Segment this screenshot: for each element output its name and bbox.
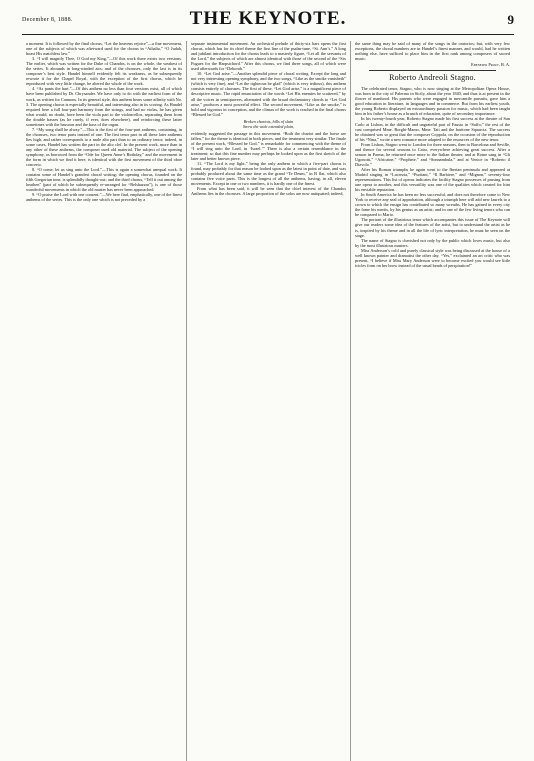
paragraph: In South America he has been no less successful, and does not therefore come to New York to receive any seal of approbation, although a triumph here will add new laurels to a crown to which the ensign has contributed so many wreaths. He has gained in every city the fame his merits, by his genius as an artist; and in one of the few living tenors who can be compared to Mario. <box>355 192 510 218</box>
page-number: 9 <box>507 12 514 27</box>
paragraph: 11. “The Lord is my light,” being the only anthem in which a five-part chorus is found, may probably for that reason be looked upon as the latest in point of date, and was probably produced about the same time as the grand “Te Deum,” in B flat, which also contains five voice parts. This is the longest of all the anthems, having, in all, eleven movements. Except in one or two numbers, it is hardly one of the finest. <box>191 160 346 187</box>
paragraph: 7. “My song shall be alway.”—This is the first of the four-part anthems, containing, in the choruses, two tenor parts instead of one. The first tenor part in all these later anthems lies high, and rather corresponds to a male alto part than to an ordinary tenor; indeed, in some cases, Handel has written the part in the alto clef. In the present work, more than in any other of these anthems, the composer used old material. The subject of the opening symphony, as borrowed from the “Ode for Queen Anne’s Birthday,” and the movement in the form in which we find it here, is identical with the first movement of the third oboe concerto. <box>26 126 182 168</box>
author-signature: Ebenezer Prout, B. A. <box>471 62 510 68</box>
paragraph: separate instrumental movement. An orchestral prelude of thirty-six bars opens the first chorus, which has for its chief theme the first line of the psalm-tune, “St. Ann’s.” A long and jubilant introduction for the chorus leads to a masterly figure, “Let all the servants of the Lord,” the subjects of which are almost identical with those of the second of the “Six Fugues for the Harpsichord.” After this chorus, we find three songs, all of which were used afterwards for “Deborah.” <box>191 41 346 72</box>
paragraph: From what has been said, it will be seen that the chief interest of the Chandos Anthems lies in the choruses. A large proportion of the solos are now antiquated; indeed, <box>191 186 346 197</box>
paragraph: evidently suggested the passage in this movement. “Both the chariot and the horse are fallen,” for the theme is identical in both pieces, and the treatment very similar. The finale of the present work, “Blessed be God,” is remarkable for commencing with the theme of “I will sing unto the Lord, in ‘Israel.’” There is also a certain resemblance in the treatment; so that this fine number may perhaps be looked upon as the first sketch of the later and better known piece. <box>191 130 346 161</box>
issue-date: December 8, 1888. <box>22 17 73 23</box>
paragraph: 10. “Let God arise.”—Another splendid piece of choral writing. Except the long and not very interesting opening symphony, and the two songs, “Like as the smoke vanisheth” (which is very fine), and “Let the righteous be glad” (which is very tedious), this anthem consists entirely of choruses. The first of these, “Let God arise,” is a magnificent piece of descriptive music. The rapid enunciation of the words “Let His enemies be scattered,” by all the voices in semiquavers, alternated with the broad declamatory chords to “Let God arise,” produces a most powerful effect. The second movement, “Like as the smoke,” is bold and vigorous in conception, and the climax of the work is reached in the final chorus “Blessed be God.” <box>191 71 346 117</box>
column-3 <box>350 41 514 761</box>
paragraph: The portrait of the illustrious tenor which accompanies this issue of The Keynote will give our readers some idea of the features of the artist, but to understand the artist as he is, inspired by his theme and in all the life of lyric interpretation, he must be seen on the stage. <box>355 217 510 238</box>
article-columns <box>22 41 514 761</box>
paragraph: The name of Stagno is cherished not only by the public which loves music, but also by the most illustrious masters. <box>355 237 510 248</box>
paragraph: 8. “O come, let us sing unto the Lord.”—This is again a somewhat unequal work. It contains some of Handel’s grandest choral writing; the opening chorus, founded on the fifth Gregorian tone, is splendidly thought-out; and the third chorus, “Tell it out among the heathen” (part of which he subsequently re-arranged for “Belshazzar”), is one of those wonderful movements in which the old master has never been approached. <box>26 167 182 193</box>
paragraph: From Lisbon, Stagno went to London for three seasons, then to Barcelona and Seville, and thence for several seasons to Cairo, everywhere achieving great success. After a season in Parma, he returned once more to the Italian theater, and at Rome sang in “Gli Ugonotti,” “Africaine,” “Prophete,” and “Sonnambula,” and at Venice in “Roberto il Diavolo.” <box>355 141 510 167</box>
publication-title: THE KEYNOTE. <box>189 8 347 29</box>
paragraph: After his Roman triumphs he again went to the Iberian peninsula and appeared at Madrid singing in “Lucrezia,” “Puritani,” “Il Barbiere,” and “Mignon,” seventy-four representations. This list of operas indicates the facility Stagno possesses of passing from one opera to another, and this versatility was one of the qualities which created for him his enviable reputation. <box>355 166 510 193</box>
paragraph: The celebrated tenor, Stagno, who is now singing at the Metropolitan Opera House, was born in the city of Palermo in Sicily, about the year 1840, and thus is at present in the flower of manhood. His parents who were engaged in mercantile pursuits, gave him a good education in literature, in languages and in commerce. But from his earliest youth, the young Roberto displayed an extraordinary passion for music, which had been taught him in his father’s house as a branch of education, quite of secondary importance. <box>355 86 510 117</box>
paragraph: 4. “As pants the hart.”—Of this anthem no less than four versions exist, all of which have been published by Dr. Chrysander. We have only to do with the earliest form of the work, as written for Cannons. In its general style, this anthem bears some affinity with No. 3. The opening chorus is especially beautiful, and interesting also in its scoring. As Handel required here a full four-part harmony from the strings, and had no violas, he has given what would, no doubt, have been the viola part to the violoncellos, separating them from the double basses (as he rarely, if ever, does elsewhere), and reinforcing these latter sometimes with the bassoon and the bass of the organ. <box>26 86 182 127</box>
column-1 <box>22 41 186 761</box>
paragraph: the same thing may be said of many of the songs in the oratorios; but, with very few exceptions, the choral numbers are in Handel’s finest manner, and would, had he written nothing else, have sufficed to place him in the first rank among composers of sacred music. <box>355 41 510 62</box>
divider <box>369 70 496 71</box>
verse-quote: Broken chariots, hills of slain Strew the wide extended plain, <box>242 118 295 129</box>
paragraph: a moment. It is followed by the final chorus, “Let the heavens rejoice”—a fine movement, one of the subjects of which was afterward used for the chorus in “Athalia,” “O Judah, boast His matchless law.” <box>26 41 182 57</box>
paragraph: Miss Anderson’s cold and purely classical style was being discussed at the house of a well known painter and dramatist the other day. “Yes,” exclaimed an art critic who was present, “I believe if Miss Mary Anderson were to become excited you would see little icicles form on her brow instead of the usual beads of perspiration!” <box>355 247 510 268</box>
paragraph: 9. “O praise the Lord with one consent.”—We here find, emphatically, one of the finest anthems of the series. This is the only one which is not preceded by a <box>26 192 182 203</box>
column-2 <box>186 41 350 761</box>
paragraph: 3. “I will magnify Thee, O God my King,”—Of this work there exists two versions. The earlier, which was written for the Duke of Chandos, is on the whole, the weakest of the series. It abounds in long-winded airs; and of the choruses, only the last is in its composer’s best style. Handel himself evidently felt its weakness, as he subsequently rewrote it for the Chapel Royal, with the exception of the first chorus, which he reproduced with very little change, he altered the whole of the work. <box>26 56 182 87</box>
masthead <box>22 8 514 35</box>
article-title: Roberto Andreoli Stagno. <box>389 73 476 83</box>
paragraph: In his twenty-fourth year, Roberto Stagno made his first success at the theatre of San Carlo at Lisbon, in the difficult and ungrateful part of Fausto in “Saffo;” the rest of the cast comprised Mme. Borghi-Mamo, Mme. Tati and the baritone Squarcia. The success he obtained was so great that the composer Coppola, on the occasion of the reproduction of his “Nina,” wrote a new romance more adapted to the resources of the new tenor. <box>355 116 510 142</box>
